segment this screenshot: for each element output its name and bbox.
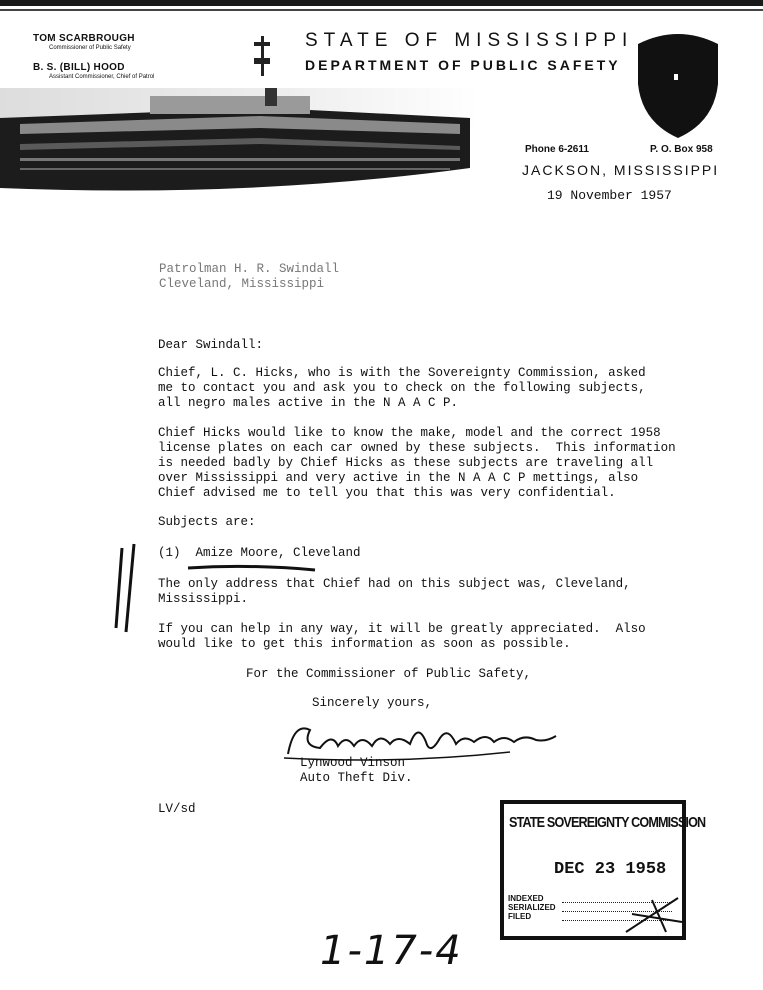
body-line: would like to get this information as soon as possible.	[158, 637, 571, 651]
salutation: Dear Swindall:	[158, 338, 264, 352]
official-name: TOM SCARBROUGH	[33, 33, 135, 44]
body-line: Mississippi.	[158, 592, 249, 606]
body-line: The only address that Chief had on this subject was, Cleveland,	[158, 577, 631, 591]
paragraph-request	[158, 366, 646, 411]
stamp-date: DEC 23 1958	[554, 860, 667, 879]
body-line: Chief advised me to tell you that this was very confidential.	[158, 486, 616, 500]
top-border-thin	[0, 9, 763, 11]
phone-number: Phone 6-2611	[525, 144, 589, 155]
for-commissioner-line: For the Commissioner of Public Safety,	[246, 667, 532, 681]
official-commissioner	[33, 33, 135, 52]
official-title: Assistant Commissioner, Chief of Patrol	[49, 74, 155, 80]
file-number: 1-17-4	[320, 928, 463, 974]
typist-initials: LV/sd	[158, 802, 196, 816]
state-heading: STATE OF MISSISSIPPI	[305, 30, 634, 51]
signer-division: Auto Theft Div.	[300, 771, 413, 785]
body-line: all negro males active in the N A A C P.	[158, 396, 459, 410]
city-line: JACKSON, MISSISSIPPI	[522, 162, 720, 178]
paragraph-address	[158, 577, 631, 607]
po-box: P. O. Box 958	[650, 144, 713, 155]
paragraph-details	[158, 426, 676, 501]
body-line: is needed badly by Chief Hicks as these subjects are traveling all	[158, 456, 654, 470]
stamp-field-indexed: INDEXED	[508, 894, 544, 903]
department-heading: DEPARTMENT OF PUBLIC SAFETY	[305, 57, 621, 73]
body-line: me to contact you and ask you to check on the following subjects,	[158, 381, 646, 395]
official-assistant	[33, 62, 154, 81]
building-illustration	[0, 88, 500, 198]
top-border	[0, 0, 763, 6]
subject-item: (1) Amize Moore, Cleveland	[158, 546, 361, 560]
shield-icon	[636, 30, 720, 140]
official-name: B. S. (BILL) HOOD	[33, 62, 125, 73]
body-line: If you can help in any way, it will be greatly appreciated. Also	[158, 622, 646, 636]
official-title: Commissioner of Public Safety	[49, 45, 131, 51]
recipient-city: Cleveland, Mississippi	[159, 277, 325, 291]
closing: Sincerely yours,	[312, 696, 433, 710]
stamp-field-serialized: SERIALIZED	[508, 903, 556, 912]
received-stamp	[500, 800, 706, 940]
body-line: Chief, L. C. Hicks, who is with the Sovereignty Commission, asked	[158, 366, 646, 380]
stamp-title: STATE SOVEREIGNTY COMMISSION	[509, 814, 706, 831]
flag-icon	[250, 36, 274, 76]
subjects-heading: Subjects are:	[158, 515, 256, 529]
signer-name: Lynwood Vinson	[300, 756, 406, 770]
body-line: license plates on each car owned by these subjects. This information	[158, 441, 676, 455]
stamp-field-filed: FILED	[508, 912, 532, 921]
body-line: Chief Hicks would like to know the make, model and the correct 1958	[158, 426, 661, 440]
stamp-scribble	[622, 892, 686, 936]
paragraph-closing	[158, 622, 646, 652]
letter-date: 19 November 1957	[547, 188, 672, 203]
body-line: over Mississippi and very active in the N A A C P mettings, also	[158, 471, 639, 485]
recipient-name: Patrolman H. R. Swindall	[159, 262, 340, 276]
